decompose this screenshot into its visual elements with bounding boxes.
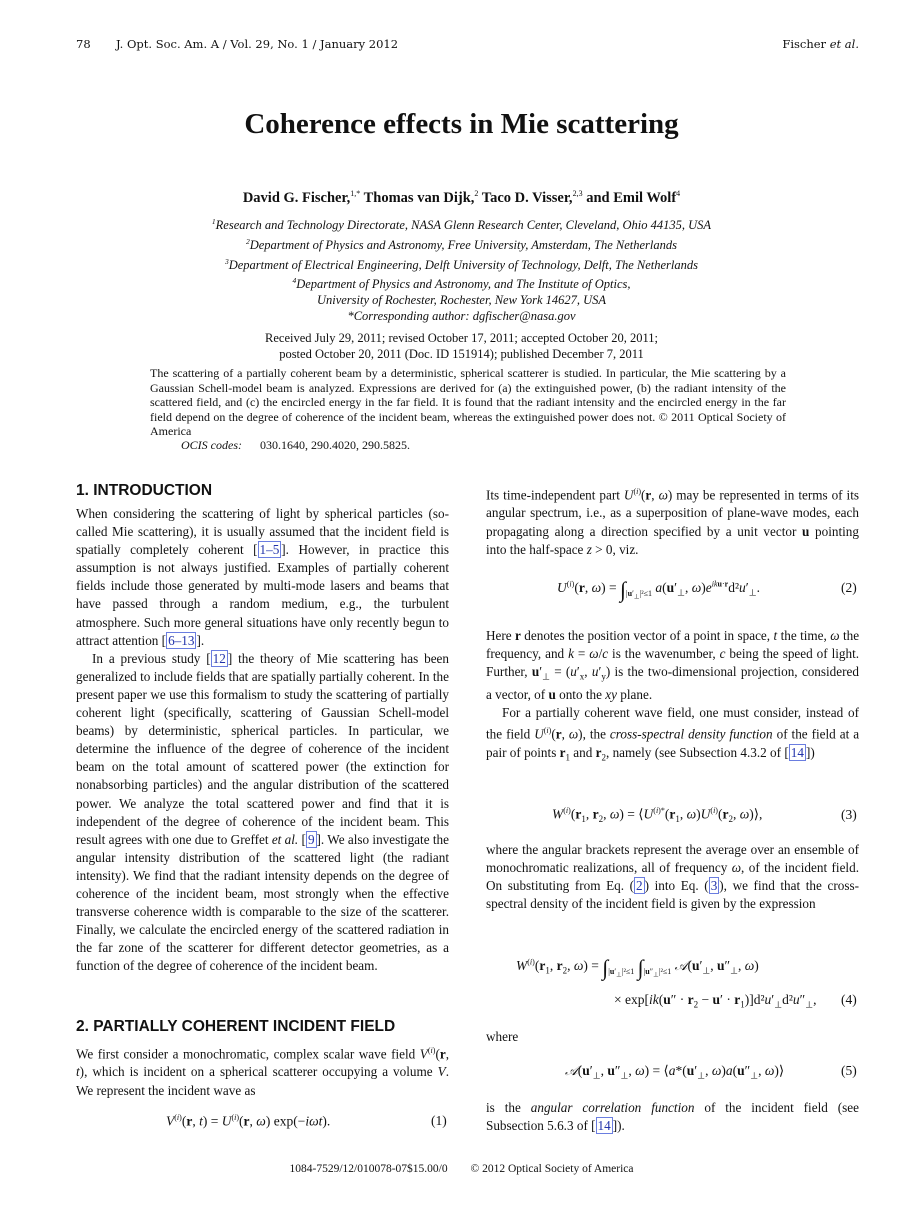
citation-link[interactable]: 1–5 bbox=[259, 542, 280, 558]
equation-2: $U^{(i)}(r$, $\omega) = \int_{|u'_\perp|^2\le 1}$ $a(u'_\perp$, $\omega)e^{iku\cdot r}d^2u'_\perp$. bbox=[557, 577, 760, 602]
running-author: Fischer bbox=[782, 37, 827, 51]
citation-link[interactable]: 6–13 bbox=[168, 632, 195, 648]
citation-link[interactable]: 14 bbox=[790, 744, 804, 760]
paragraph: Here r denotes the position vector of a point in space, t the time, ω the frequency, and k = ω/c is the wavenumber, c being the speed of light. Further, $u'_\perp = (u'_x$, $u'_y$) is the two-dimensional projection, considered a vector, of u onto the xy plane. bbox=[486, 628, 860, 702]
equation-number: (2) bbox=[841, 580, 857, 595]
definitions-text bbox=[486, 627, 859, 766]
author: Taco D. Visser, bbox=[481, 189, 573, 206]
paragraph: is the angular correlation function of the incident field (see Subsection 5.6.3 of [ 14 ]). bbox=[486, 1100, 859, 1134]
author-list: David G. Fischer,$^{1,*}$ Thomas van Dijk,$^2$ Taco D. Visser,$^{2,3}$ and Emil Wolf$^4$ bbox=[242, 189, 681, 206]
equation-number: (4) bbox=[841, 992, 857, 1007]
corresponding-author[interactable]: *Corresponding author: dgfischer@nasa.gov bbox=[347, 308, 576, 323]
equation-1: $V^{(i)}(r$, $t) = U^{(i)}(r$, ω) exp(−iωt). bbox=[166, 1113, 331, 1129]
publication-history: Received July 29, 2011; revised October 17, 2011; accepted October 20, 2011; posted October 20, 2011 (Doc. ID 151914); published December 7, 2011 bbox=[265, 331, 658, 361]
paragraph: We first consider a monochromatic, complex scalar wave field $V^{(i)}(r$, t), which is incident on a spherical scatterer occupying a volume V. We represent the incident wave as bbox=[76, 1046, 449, 1098]
equation-number: (1) bbox=[431, 1113, 447, 1128]
paragraph: where the angular brackets represent the average over an ensemble of monochromatic realizations, all of frequency ω, of the incident field. On substituting from Eq. ( 2 ) into Eq. ( 3 ), we find that the cross-spectral density of the incident field is given by the expression bbox=[486, 842, 859, 912]
author: David G. Fischer, bbox=[242, 189, 351, 206]
citation-link[interactable]: 3 bbox=[710, 878, 718, 894]
citation-link[interactable]: 14 bbox=[597, 1118, 611, 1134]
equation-4-line-2: × $\exp[ik(u'' \cdot r_2 - u' \cdot r_1)]d^2u'_\perp d^2u''_\perp$, bbox=[614, 992, 817, 1010]
paragraph: When considering the scattering of light by spherical particles (so-called Mie scattering), it is usually assumed that the incident field is spatially completely coherent [ 1–5 ]. However, in practice this assumption is not always justified. Examples of partially coherent fields include those generated by multi-mode lasers and beams that have passed through a random medium, e.g., the turbulent atmosphere. Such more general situations have only recently begun to attract attention [ 6–13 ]. bbox=[76, 506, 450, 648]
journal-citation: J. Opt. Soc. Am. A / Vol. 29, No. 1 / January 2012 bbox=[115, 37, 399, 51]
equation-number: (5) bbox=[841, 1063, 857, 1078]
running-author-suffix: et al. bbox=[829, 37, 859, 51]
equation-5: $𝒜(u'_\perp$, $u''_\perp$, $\omega) = ⟨a*(u'_\perp$, $\omega)a(u''_\perp$, ω)⟩ bbox=[565, 1063, 785, 1081]
ocis-codes: OCIS codes: 030.1640, 290.4020, 290.5825. bbox=[181, 438, 410, 452]
equation-3: $W^{(i)}(r_1$, $r_2$, $\omega) = ⟨U^{(i)*}(r_1$, $\omega)U^{(i)}(r_2$, ω)⟩, bbox=[552, 806, 763, 825]
citation-link[interactable]: 12 bbox=[212, 650, 226, 666]
author: Thomas van Dijk, bbox=[363, 189, 475, 206]
affiliation-line: $^1$Research and Technology Directorate, NASA Glenn Research Center, Cleveland, Ohio 44135, USA bbox=[211, 217, 712, 233]
running-header-left bbox=[76, 37, 398, 51]
section-heading-incident-field: 2. PARTIALLY COHERENT INCIDENT FIELD bbox=[76, 1018, 396, 1035]
running-header-right bbox=[782, 37, 859, 51]
paragraph: Its time-independent part $U^{(i)}(r$, ω) may be represented in terms of its angular spectrum, i.e., as a superposition of plane-wave modes, each propagating along a direction specified by a unit vector u pointing into the half-space z > 0, viz. bbox=[486, 487, 860, 557]
paragraph: For a partially coherent wave field, one must consider, instead of the field $U^{(i)}(r$, ω), the cross-spectral density function of the field at a pair of points $r_1$ and $r_2$, namely (see Subsection 4.3.2 of [ 14 ]) bbox=[486, 705, 860, 763]
where-text: where bbox=[486, 1029, 519, 1044]
affiliations bbox=[0, 214, 923, 324]
equation-number: (3) bbox=[841, 807, 857, 822]
copyright: © 2012 Optical Society of America bbox=[470, 1163, 634, 1175]
paper-title: Coherence effects in Mie scattering bbox=[244, 108, 679, 140]
page-footer bbox=[0, 1163, 923, 1175]
equation-4: $W^{(i)}(r_1$, $r_2$, $\omega) = \int_{|u'_\perp|^2\le 1}$ $\int_{|u''_\perp|^2\le 1}$ $𝒜(u'_\perp$, $u''_\perp$, ω) bbox=[516, 955, 759, 980]
author: and Emil Wolf bbox=[586, 189, 677, 206]
affiliation-line: $^3$Department of Electrical Engineering, Delft University of Technology, Delft, The Netherlands bbox=[224, 256, 698, 272]
paragraph: In a previous study [ 12 ] the theory of Mie scattering has been generalized to include fields that are spatially partially coherent. In the present paper we use this formalism to study the scattering of partially coherent light (specifically, scattering of Gaussian Schell-model beams) by deterministic, spherical particles. In particular, we determine the influence of the degree of coherence of the incident beam on the total amount of scattered power (the extinction for nonabsorbing particles) and the angular distribution of the scattered power. We analyze the total scattered power and find that it is independent of the degree of coherence of the incident beam. This result agrees with one due to Greffet et al. [ 9 ]. We also investigate the angular intensity distribution of the scattered light (the radiant intensity). We find that the radiant intensity depends on the degree of coherence of the incident beam, most strongly when the effective transverse coherence width is comparable to the size of the scatterer. Finally, we calculate the encircled energy of the scattered radiation in the far zone of the scatterer for different detector geometries, as a function of the degree of coherence of the incident beam. bbox=[76, 650, 449, 974]
affiliation-line: $^2$Department of Physics and Astronomy, Free University, Amsterdam, The Netherlands bbox=[245, 236, 678, 252]
affiliation-line: $^4$Department of Physics and Astronomy, and The Institute of Optics, bbox=[292, 276, 631, 292]
section-heading-introduction: 1. INTRODUCTION bbox=[76, 482, 213, 499]
angular-correlation-text bbox=[486, 1099, 859, 1135]
abstract: The scattering of a partially coherent beam by a deterministic, spherical scatterer is studied. In particular, the Mie scattering by a Gaussian Schell-model beam is analyzed. Expressions are derived for (a) the extinguished power, (b) the radiant intensity of the scattered field, and (c) the encircled energy in the far field. It is found that the radiant intensity and the encircled energy in the far field depend on the degree of coherence of the incident beam, whereas the extinguished power does not. © 2011 Optical Society of America bbox=[150, 366, 786, 439]
issn-code: 1084-7529/12/010078-07$15.00/0 bbox=[289, 1163, 448, 1175]
introduction-text bbox=[76, 505, 449, 975]
citation-link[interactable]: 2 bbox=[636, 878, 643, 894]
page-number: 78 bbox=[76, 37, 91, 51]
angular-spectrum-text bbox=[486, 483, 859, 559]
incident-field-text bbox=[76, 1042, 449, 1100]
citation-link[interactable]: 9 bbox=[307, 831, 315, 847]
ensemble-text bbox=[486, 841, 859, 913]
affiliation-line: University of Rochester, Rochester, New York 14627, USA bbox=[316, 293, 607, 307]
